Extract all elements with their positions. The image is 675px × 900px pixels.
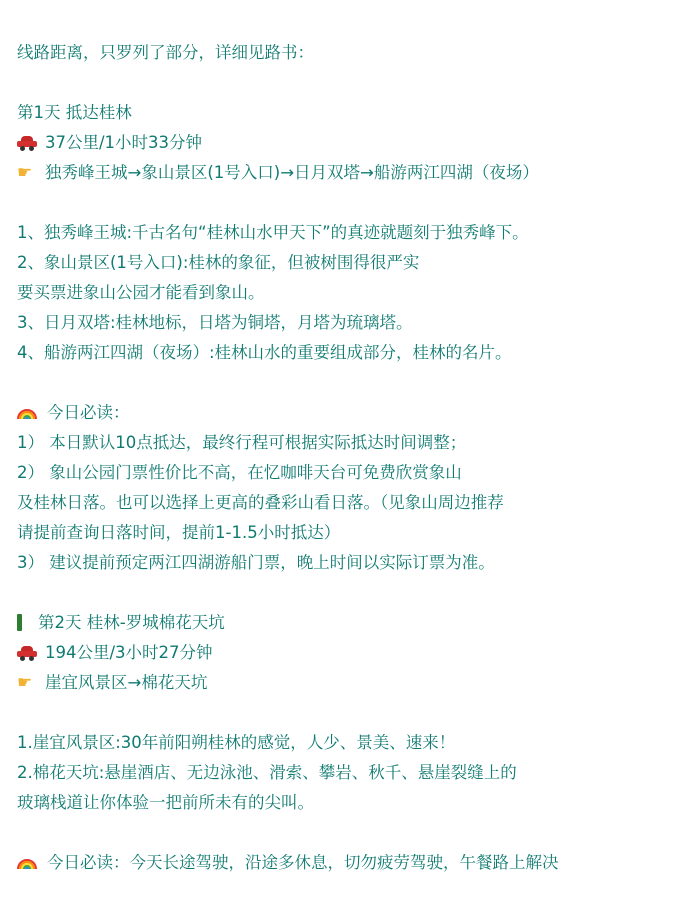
- day2-drive-line: [17, 638, 675, 668]
- day1-tip-1: 1） 本日默认10点抵达，最终行程可根据实际抵达时间调整；: [17, 433, 467, 452]
- day1-drive: 37公里/1小时33分钟: [45, 133, 203, 152]
- spacer: [17, 188, 675, 218]
- day1-tips-heading: [17, 398, 675, 428]
- spacer: [17, 818, 675, 848]
- spacer: [17, 578, 675, 608]
- day1-item-2: 2、象山景区(1号入口):桂林的象征，但被树围得很严实: [17, 253, 420, 272]
- day2-drive: 194公里/3小时27分钟: [45, 643, 213, 662]
- day2-item-2-cont: 玻璃栈道让你体验一把前所未有的尖叫。: [17, 793, 314, 812]
- day2-route: 崖宜风景区→棉花天坑: [45, 673, 208, 692]
- day1-tip-2-cont: 及桂林日落。也可以选择上更高的叠彩山看日落。（见象山周边推荐: [17, 493, 504, 512]
- day1-item-4: 4、船游两江四湖（夜场）:桂林山水的重要组成部分，桂林的名片。: [17, 343, 512, 362]
- day1-tip-2-cont2: 请提前查询日落时间，提前1-1.5小时抵达）: [17, 523, 341, 542]
- rainbow-icon: [17, 403, 37, 421]
- spacer: [17, 68, 675, 98]
- day2-item-2: 2.棉花天坑:悬崖酒店、无边泳池、滑索、攀岩、秋千、悬崖裂缝上的: [17, 763, 517, 782]
- day1-tips-title: 今日必读：: [47, 403, 130, 422]
- day1-item-3: 3、日月双塔:桂林地标，日塔为铜塔，月塔为琉璃塔。: [17, 313, 413, 332]
- day1-title: 第1天 抵达桂林: [17, 103, 132, 122]
- spacer: [17, 698, 675, 728]
- day1-route: 独秀峰王城→象山景区(1号入口)→日月双塔→船游两江四湖（夜场）: [45, 163, 539, 182]
- pointing-hand-icon: ☛: [17, 163, 33, 183]
- day2-title: 第2天 桂林-罗城棉花天坑: [38, 613, 225, 632]
- rainbow-icon: [17, 853, 37, 871]
- day2-item-1: 1.崖宜风景区:30年前阳朔桂林的感觉，人少、景美、速来！: [17, 733, 456, 752]
- day1-route-line: [17, 158, 675, 188]
- day1-drive-line: [17, 128, 675, 158]
- day2-route-line: [17, 668, 675, 698]
- day1-item-1: 1、独秀峰王城:千古名句“桂林山水甲天下”的真迹就题刻于独秀峰下。: [17, 223, 529, 242]
- car-icon: [17, 136, 37, 150]
- car-icon: [17, 646, 37, 660]
- day2-tips-line: [17, 848, 675, 878]
- green-bar-icon: [17, 614, 22, 631]
- day1-tip-3: 3） 建议提前预定两江四湖游船门票，晚上时间以实际订票为准。: [17, 553, 495, 572]
- day1-tip-2: 2） 象山公园门票性价比不高，在忆咖啡天台可免费欣赏象山: [17, 463, 462, 482]
- day2-tips: 今日必读：今天长途驾驶，沿途多休息，切勿疲劳驾驶，午餐路上解决: [47, 853, 559, 872]
- spacer: [17, 368, 675, 398]
- day1-item-2-cont: 要买票进象山公园才能看到象山。: [17, 283, 265, 302]
- pointing-hand-icon: ☛: [17, 673, 33, 693]
- day2-title-line: [17, 608, 675, 638]
- intro-text: 线路距离，只罗列了部分，详细见路书：: [17, 43, 314, 62]
